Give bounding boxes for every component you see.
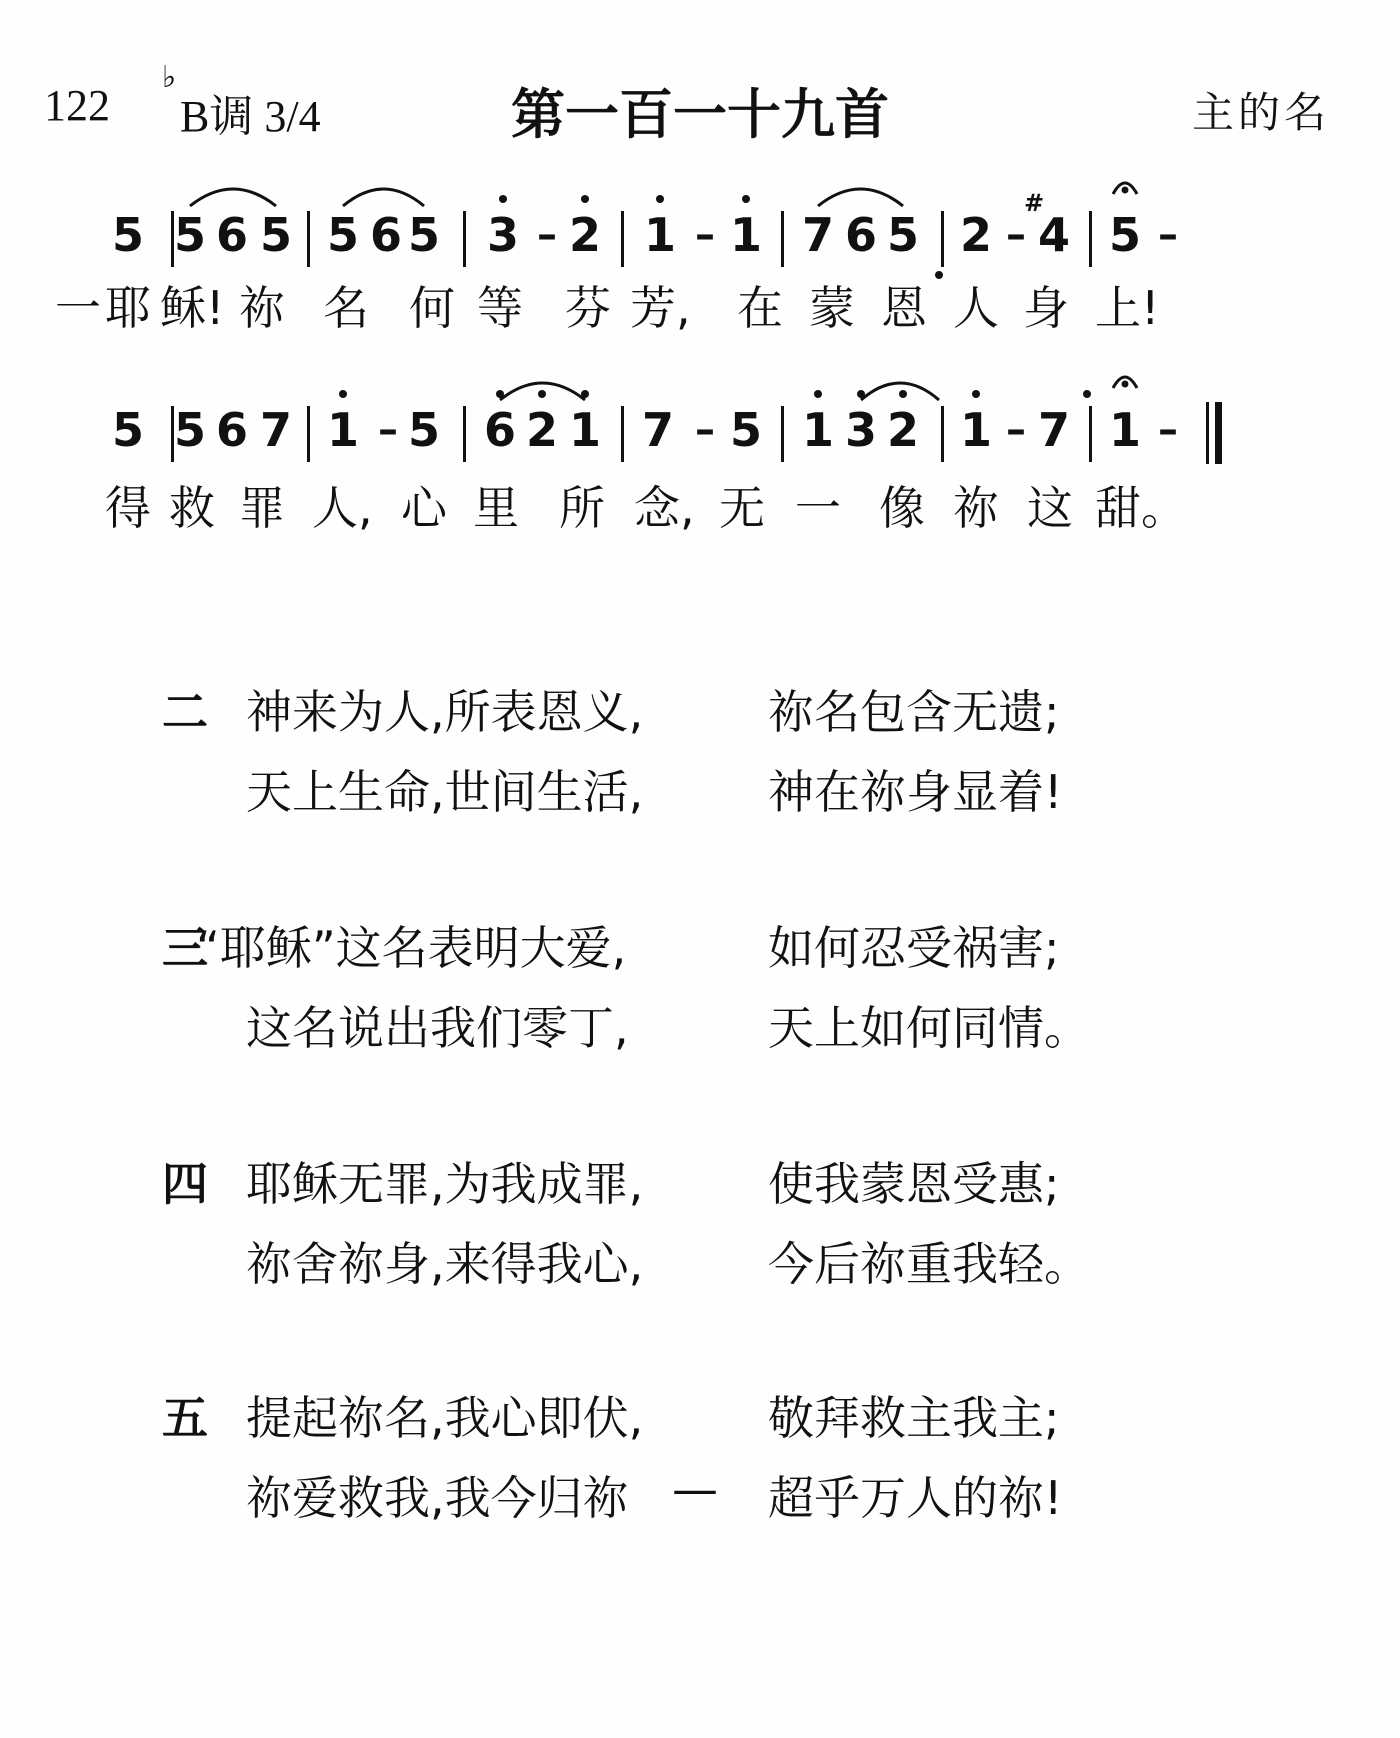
verse-number: 五 [162, 1391, 208, 1445]
lyric-syllable: 恩 [881, 281, 927, 335]
lyric-syllable: 罪 [239, 481, 285, 535]
note: 5 [886, 208, 919, 262]
final-bar-line-thick [1215, 402, 1222, 464]
bar-line [1089, 211, 1092, 267]
note: 5 [1108, 208, 1141, 262]
lyric-syllable: 耶 [105, 281, 151, 335]
dash-sustain: – [1158, 212, 1178, 258]
lyric-syllable: 心 [401, 481, 447, 535]
verse-line-1b: 如何忍受祸害; [768, 921, 1060, 975]
verse-line-2a: 祢爱救我,我今归祢 [246, 1471, 629, 1525]
slur [343, 189, 424, 206]
octave-dot [814, 390, 822, 398]
dash-sustain: – [378, 407, 398, 453]
octave-dot [656, 195, 664, 203]
lyric-syllable: 上! [1095, 281, 1160, 335]
final-bar-line [1206, 402, 1209, 464]
lyric-syllable: 里 [473, 481, 519, 535]
lyric-syllable: 名 [323, 281, 369, 335]
bar-line [1089, 406, 1092, 462]
dash-sustain: – [1006, 212, 1026, 258]
note: 6 [483, 403, 516, 457]
bar-line [307, 211, 310, 267]
lyric-syllable: 无 [719, 481, 765, 535]
lyric-syllable: 念, [634, 481, 695, 535]
bar-line [621, 211, 624, 267]
octave-dot [857, 390, 865, 398]
note: 5 [173, 403, 206, 457]
tune-name: 主的名 [1191, 88, 1330, 137]
lyric-syllable: 何 [409, 281, 455, 335]
note: 5 [326, 208, 359, 262]
note: 6 [844, 208, 877, 262]
verse-line-2b: 今后祢重我轻。 [768, 1237, 1090, 1291]
bar-line [941, 406, 944, 462]
verse-line-2b: 天上如何同情。 [768, 1001, 1090, 1055]
notation-line-1 [0, 189, 1400, 285]
verse-line-2a: 这名说出我们零丁, [246, 1001, 629, 1055]
note: 2 [568, 208, 601, 262]
octave-dot [581, 195, 589, 203]
verse-line-2b: 超乎万人的祢! [768, 1471, 1063, 1525]
note: 1 [568, 403, 601, 457]
bar-line [941, 211, 944, 267]
octave-dot [742, 195, 750, 203]
dash-sustain: – [695, 407, 715, 453]
fermata-icon [1113, 183, 1137, 194]
verse-dash: — [672, 1462, 718, 1516]
note: 1 [1108, 403, 1141, 457]
octave-dot [581, 390, 589, 398]
lyric-syllable: 得 [105, 481, 151, 535]
sharp-sign: # [1024, 189, 1045, 217]
bar-line [621, 406, 624, 462]
note: 1 [959, 403, 992, 457]
bar-line [781, 211, 784, 267]
dash-sustain: – [695, 212, 715, 258]
hymn-title: 第一百一十九首 [511, 83, 889, 146]
note: 2 [959, 208, 992, 262]
lyric-syllable: 一 [55, 281, 101, 335]
note: 5 [729, 403, 762, 457]
lyric-syllable: 芳, [630, 281, 691, 335]
lyrics-line-1 [0, 278, 1400, 358]
note: 5 [111, 208, 144, 262]
note: 7 [1037, 403, 1070, 457]
lyric-syllable: 等 [477, 281, 523, 335]
octave-dot [538, 390, 546, 398]
note: 6 [369, 208, 402, 262]
lyric-syllable: 蒙 [809, 281, 855, 335]
verse-line-1b: 敬拜救主我主; [768, 1391, 1060, 1445]
note: 2 [525, 403, 558, 457]
note: 5 [407, 208, 440, 262]
note: 2 [886, 403, 919, 457]
verse-line-1a: “耶稣”这名表明大爱, [196, 921, 627, 975]
dash-sustain: – [1158, 407, 1178, 453]
verse-number: 二 [162, 685, 208, 739]
note: 3 [844, 403, 877, 457]
note: 5 [111, 403, 144, 457]
bar-line [307, 406, 310, 462]
octave-dot [899, 390, 907, 398]
octave-dot [1083, 390, 1091, 398]
octave-dot [499, 195, 507, 203]
bar-line [781, 406, 784, 462]
lyric-syllable: 像 [879, 481, 925, 535]
note: 3 [486, 208, 519, 262]
octave-dot [496, 390, 504, 398]
lyric-syllable: 在 [737, 281, 783, 335]
verse-line-2b: 神在祢身显着! [768, 765, 1063, 819]
note: 5 [173, 208, 206, 262]
note: 5 [407, 403, 440, 457]
lyric-syllable: 祢 [953, 481, 999, 535]
lyrics-line-2 [0, 478, 1400, 558]
lyric-syllable: 人, [312, 481, 373, 535]
hymn-number: 122 [44, 81, 110, 130]
bar-line [463, 211, 466, 267]
key-time-text: B调 3/4 [180, 92, 321, 141]
note: 7 [801, 208, 834, 262]
dash-sustain: – [1006, 407, 1026, 453]
note: 1 [801, 403, 834, 457]
bar-line [463, 406, 466, 462]
verse-number: 三 [162, 921, 208, 975]
lyric-syllable: 稣! [160, 281, 225, 335]
verse-line-1a: 神来为人,所表恩义, [246, 685, 644, 739]
lyric-syllable: 这 [1027, 481, 1073, 535]
lyric-syllable: 人 [953, 281, 999, 335]
octave-dot [972, 390, 980, 398]
dash-sustain: – [537, 212, 557, 258]
lyric-syllable: 所 [559, 481, 605, 535]
note: 1 [326, 403, 359, 457]
lyric-syllable: 芬 [565, 281, 611, 335]
lyric-syllable: 救 [169, 481, 215, 535]
verse-line-1b: 使我蒙恩受惠; [768, 1157, 1060, 1211]
lyric-syllable: 一 [795, 481, 841, 535]
verse-line-1a: 耶稣无罪,为我成罪, [246, 1157, 644, 1211]
lyric-syllable: 身 [1023, 281, 1069, 335]
note: 6 [215, 208, 248, 262]
verse-number: 四 [162, 1157, 208, 1211]
slur [190, 189, 276, 206]
verse-line-1a: 提起祢名,我心即伏, [246, 1391, 644, 1445]
note: 4 [1037, 208, 1070, 262]
lyric-syllable: 甜。 [1095, 481, 1187, 535]
octave-dot [339, 390, 347, 398]
verse-line-2a: 天上生命,世间生活, [246, 765, 644, 819]
note: 7 [259, 403, 292, 457]
note: 1 [729, 208, 762, 262]
note: 7 [641, 403, 674, 457]
note: 5 [259, 208, 292, 262]
note: 1 [643, 208, 676, 262]
verse-line-1b: 祢名包含无遗; [768, 685, 1060, 739]
lyric-syllable: 祢 [239, 281, 285, 335]
verse-line-2a: 祢舍祢身,来得我心, [246, 1237, 644, 1291]
slur [818, 189, 903, 206]
note: 6 [215, 403, 248, 457]
notation-line-2 [0, 400, 1400, 480]
fermata-icon [1113, 377, 1137, 388]
flat-sign: ♭ [162, 61, 177, 94]
